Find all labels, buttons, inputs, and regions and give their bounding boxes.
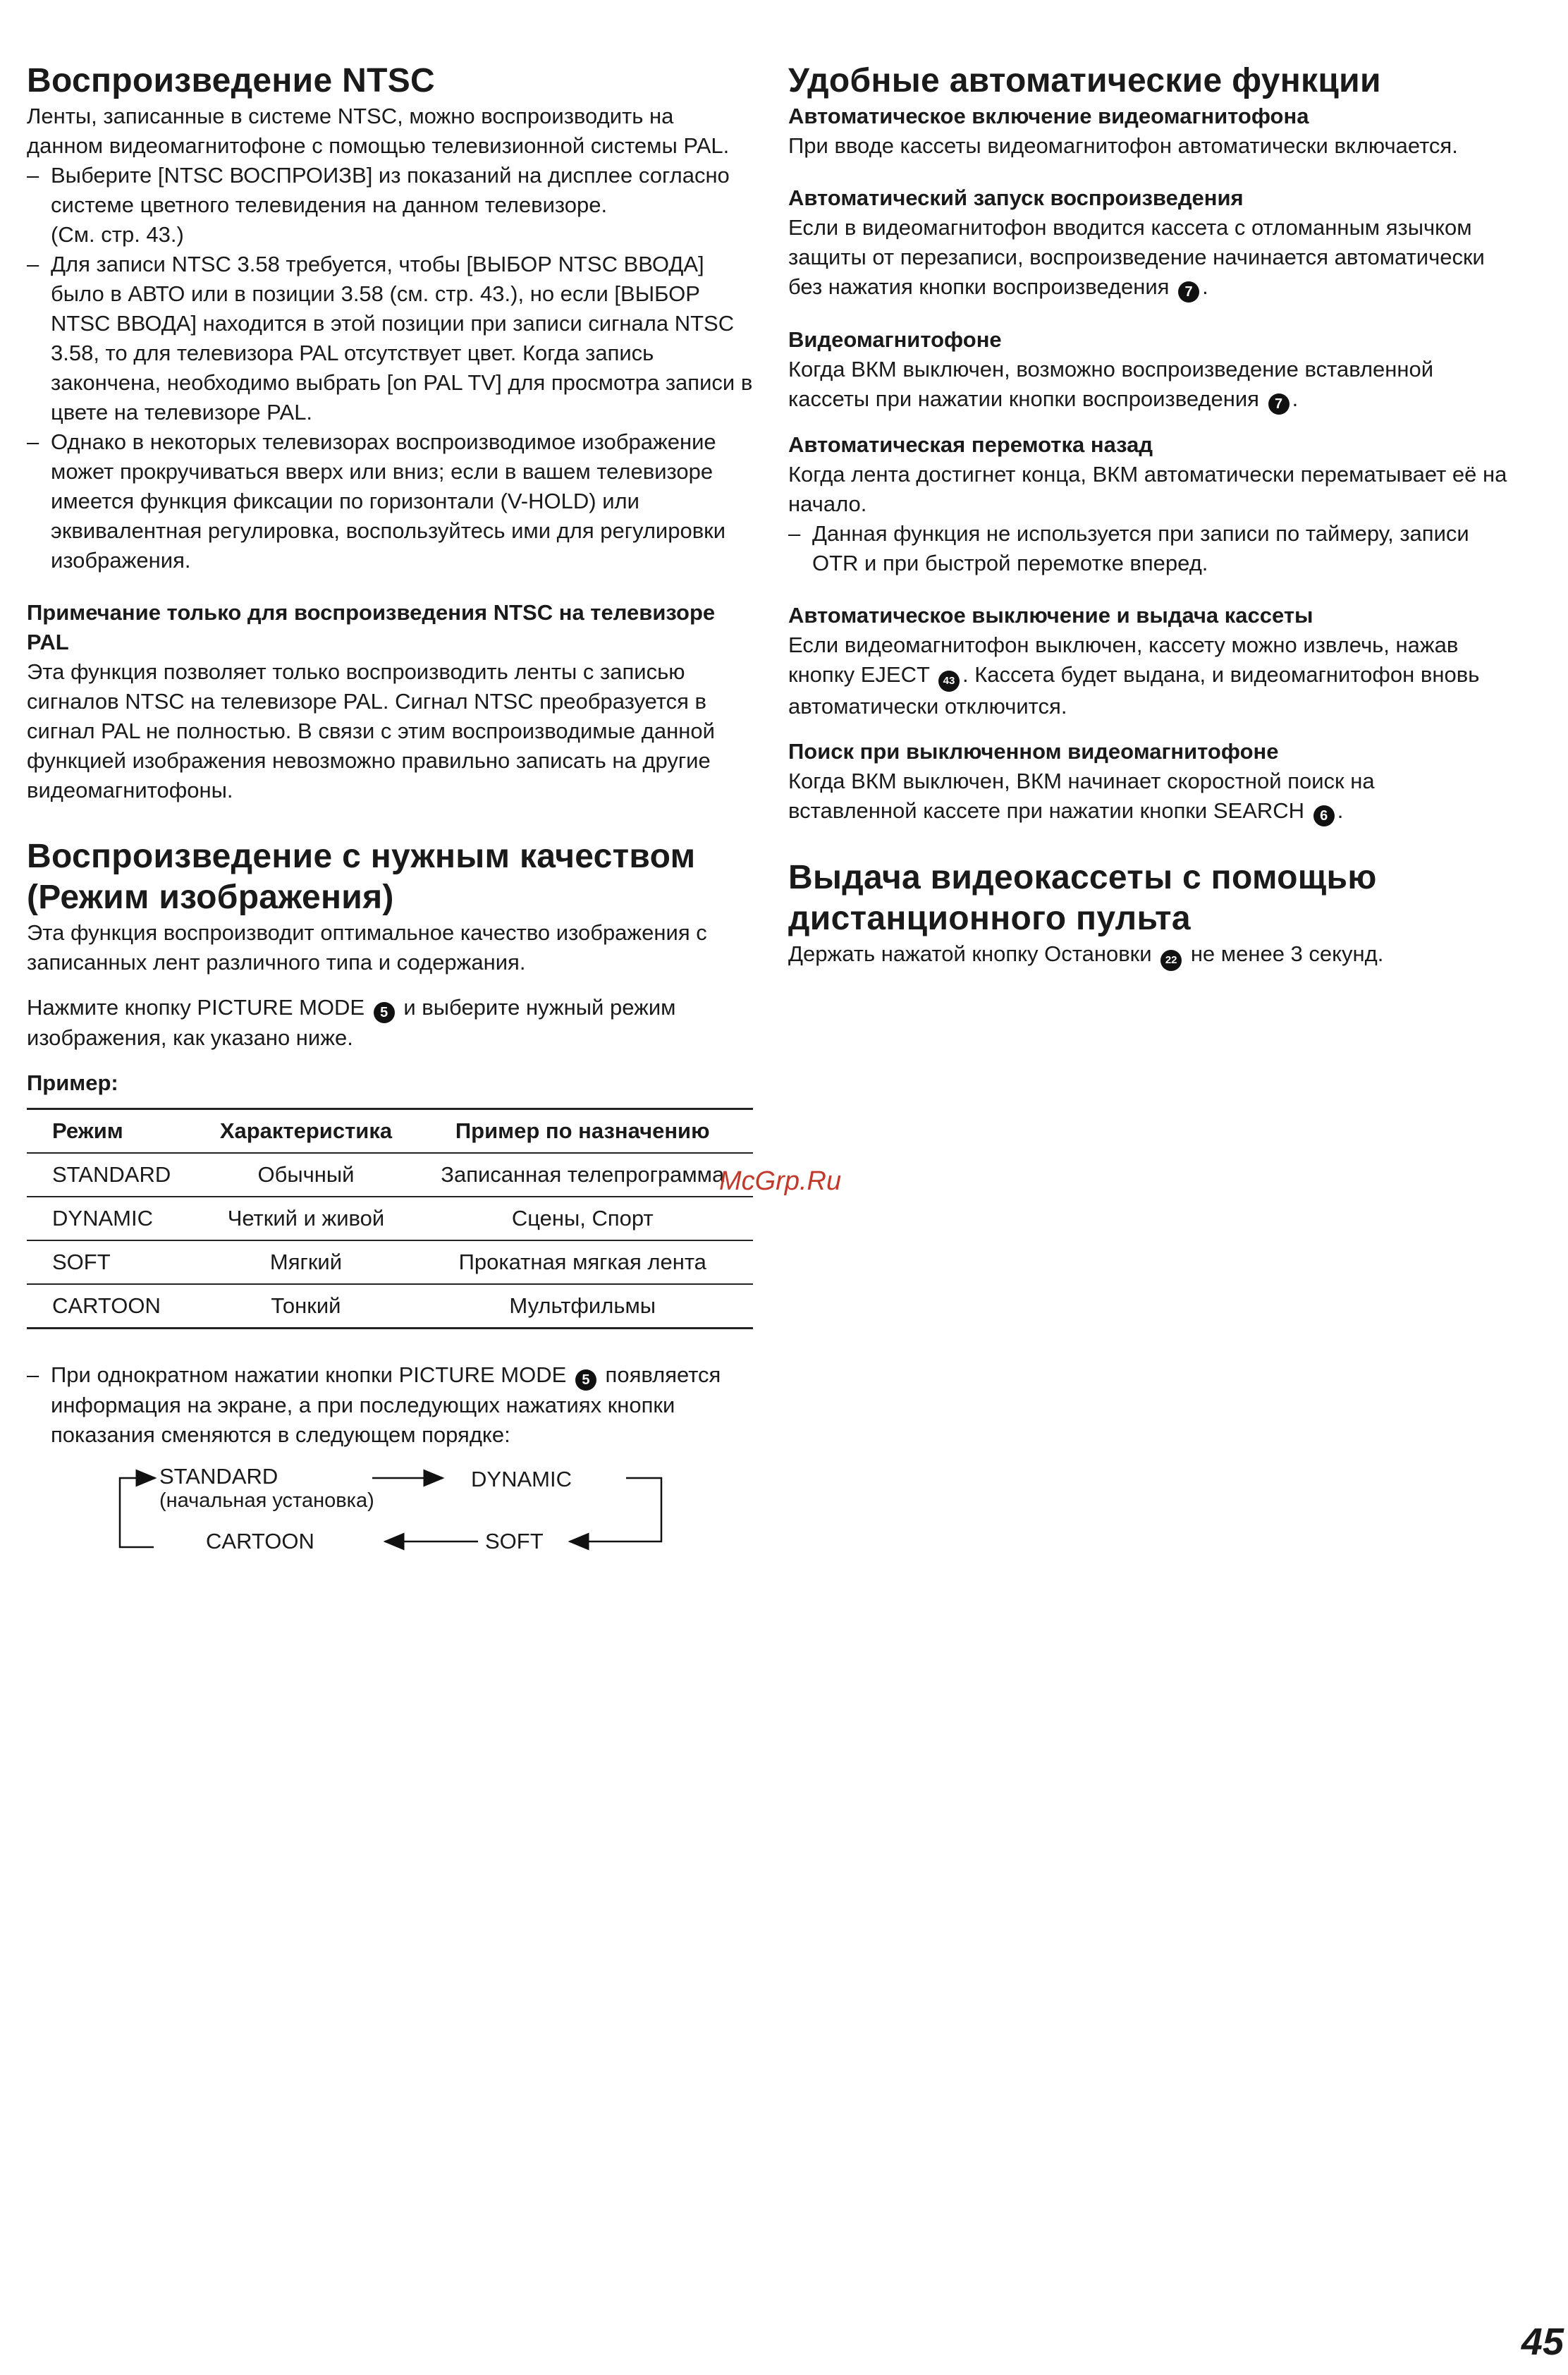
table-header-row [27,1109,753,1154]
right-column [788,61,1507,971]
table-header-characteristic: Характеристика [200,1109,412,1154]
table-cell: DYNAMIC [27,1197,200,1240]
table-cell: Обычный [200,1153,412,1197]
remote-eject-text [788,939,1507,971]
remote-eject-text-b: не менее 3 секунд. [1190,941,1384,966]
table-cell: Четкий и живой [200,1197,412,1240]
picture-mode-intro: Эта функция воспроизводит оптимальное качество изображения с записанных лент различного типа и содержания. [27,920,707,975]
auto-eject-text [788,630,1507,721]
table-cell: Мягкий [200,1240,412,1284]
ntsc-note-title: Примечание только для воспроизведения NTSC на телевизоре PAL [27,600,716,654]
auto-rewind-title: Автоматическая перемотка назад [788,432,1153,457]
left-column [27,61,753,1563]
ntsc-title: Воспроизведение NTSC [27,62,435,99]
button-number-icon: 5 [374,1002,395,1023]
auto-rewind-bullet: – Данная функция не используется при записи по таймеру, записи OTR и при быстрой перемотке вперед. [788,519,1507,578]
table-cell: Прокатная мягкая лента [412,1240,753,1284]
picture-mode-bullet [27,1360,753,1450]
auto-play-text: Если в видеомагнитофон вводится кассета с отломанным язычком защиты от перезаписи, воспроизведение начинается автоматически без нажатия кнопки воспроизведения 7 . [788,213,1507,303]
picture-mode-instruction-b: и выберите нужный режим изображения, как указано ниже. [27,995,676,1050]
vcr-text: Когда ВКМ выключен, возможно воспроизведение вставленной кассеты при нажатии кнопки воспроизведения 7 . [788,355,1507,415]
cycle-standard-note: (начальная установка) [159,1489,374,1512]
ntsc-bullet-1-ref: (См. стр. 43.) [51,222,184,247]
vcr-title: Видеомагнитофоне [788,327,1002,352]
auto-play-text-a: Если в видеомагнитофон вводится кассета с отломанным язычком защиты от перезаписи, воспроизведение начинается автоматически без нажатия кнопки воспроизведения [788,215,1485,299]
auto-eject-text-a: Если видеомагнитофон выключен, кассету можно извлечь, нажав кнопку EJECT [788,633,1459,687]
ntsc-bullet-3: – Однако в некоторых телевизорах воспроизводимое изображение может прокручиваться вверх или вниз; если в вашем телевизоре имеется функция фиксации по горизонтали (V-HOLD) или эквивалентная регулировка, воспользуйтесь ими для регулировки изображения. [27,427,753,575]
button-number-icon: 7 [1178,281,1199,303]
picture-mode-bullet-b: появляется информация на экране, а при последующих нажатиях кнопки показания сменяются в следующем порядке: [51,1362,721,1447]
remote-eject-title: Выдача видеокассеты с помощью дистанционного пульта [788,859,1377,937]
table-cell: SOFT [27,1240,200,1284]
table-header-mode: Режим [27,1109,200,1154]
picture-mode-bullet-a: При однократном нажатии кнопки PICTURE MODE [51,1362,567,1387]
button-number-icon: 6 [1313,805,1335,826]
ntsc-intro: Ленты, записанные в системе NTSC, можно воспроизводить на данном видеомагнитофоне с помощью телевизионной системы PAL. [27,104,730,158]
cycle-cartoon: CARTOON [206,1529,314,1553]
table-row [27,1197,753,1240]
auto-rewind-text: Когда лента достигнет конца, ВКМ автоматически перематывает её на начало. [788,462,1507,516]
auto-power-on-title: Автоматическое включение видеомагнитофона [788,104,1309,128]
auto-eject-text-b: . Кассета будет выдана, и видеомагнитофон вновь автоматически отключится. [788,662,1480,719]
button-number-icon: 7 [1268,393,1290,415]
table-cell: CARTOON [27,1284,200,1329]
cycle-soft: SOFT [485,1529,544,1553]
auto-eject-title: Автоматическое выключение и выдача кассеты [788,603,1313,628]
picture-mode-instruction-a: Нажмите кнопку PICTURE MODE [27,995,365,1020]
auto-play-title: Автоматический запуск воспроизведения [788,185,1244,210]
button-number-icon: 43 [938,671,960,692]
table-header-purpose: Пример по назначению [412,1109,753,1154]
ntsc-bullet-2: – Для записи NTSC 3.58 требуется, чтобы [ВЫБОР NTSC ВВОДА] было в АВТО или в позиции 3.58 (см. стр. 43.), но если [ВЫБОР NTSC ВВОДА] находится в этой позиции при записи сигнала NTSC 3.58, то для телевизора PAL отсутствует цвет. Когда запись закончена, необходимо выбрать [on PAL TV] для просмотра записи в цвете на телевизоре PAL. [27,250,753,427]
cycle-standard: STANDARD [159,1464,278,1489]
example-label: Пример: [27,1070,118,1095]
ntsc-note-text: Эта функция позволяет только воспроизводить ленты с записью сигналов NTSC на телевизоре PAL. Сигнал NTSC преобразуется в сигнал PAL не полностью. В связи с этим воспроизводимые данной функцией изображения невозможно правильно записать на другие видеомагнитофоны. [27,659,715,802]
table-cell: Записанная телепрограмма [412,1153,753,1197]
button-number-icon: 5 [575,1369,596,1391]
page-number: 45 [1521,2321,1564,2363]
auto-functions-title: Удобные автоматические функции [788,62,1381,99]
cycle-dynamic: DYNAMIC [471,1467,572,1491]
button-number-icon: 22 [1160,950,1182,971]
picture-mode-table [27,1108,753,1329]
mode-cycle-diagram [118,1464,682,1563]
table-cell: Мультфильмы [412,1284,753,1329]
ntsc-bullet-1 [27,161,753,250]
ntsc-bullet-1-text: Выберите [NTSC ВОСПРОИЗВ] из показаний на дисплее согласно системе цветного телевидения на данном телевизоре. [51,163,730,217]
table-row [27,1284,753,1329]
picture-mode-instruction [27,993,753,1053]
remote-eject-text-a: Держать нажатой кнопку Остановки [788,941,1152,966]
table-cell: STANDARD [27,1153,200,1197]
off-search-title: Поиск при выключенном видеомагнитофоне [788,739,1279,764]
picture-mode-title: Воспроизведение с нужным качеством (Режим изображения) [27,838,696,916]
watermark: McGrp.Ru [719,1166,842,1196]
vcr-text-a: Когда ВКМ выключен, возможно воспроизведение вставленной кассеты при нажатии кнопки воспроизведения [788,357,1434,411]
table-cell: Сцены, Спорт [412,1197,753,1240]
off-search-text: Когда ВКМ выключен, ВКМ начинает скоростной поиск на вставленной кассете при нажатии кнопки SEARCH 6 . [788,767,1507,826]
table-row [27,1153,753,1197]
table-cell: Тонкий [200,1284,412,1329]
auto-power-on-text: При вводе кассеты видеомагнитофон автоматически включается. [788,133,1458,158]
off-search-text-a: Когда ВКМ выключен, ВКМ начинает скоростной поиск на вставленной кассете при нажатии кнопки SEARCH [788,769,1375,823]
table-row [27,1240,753,1284]
